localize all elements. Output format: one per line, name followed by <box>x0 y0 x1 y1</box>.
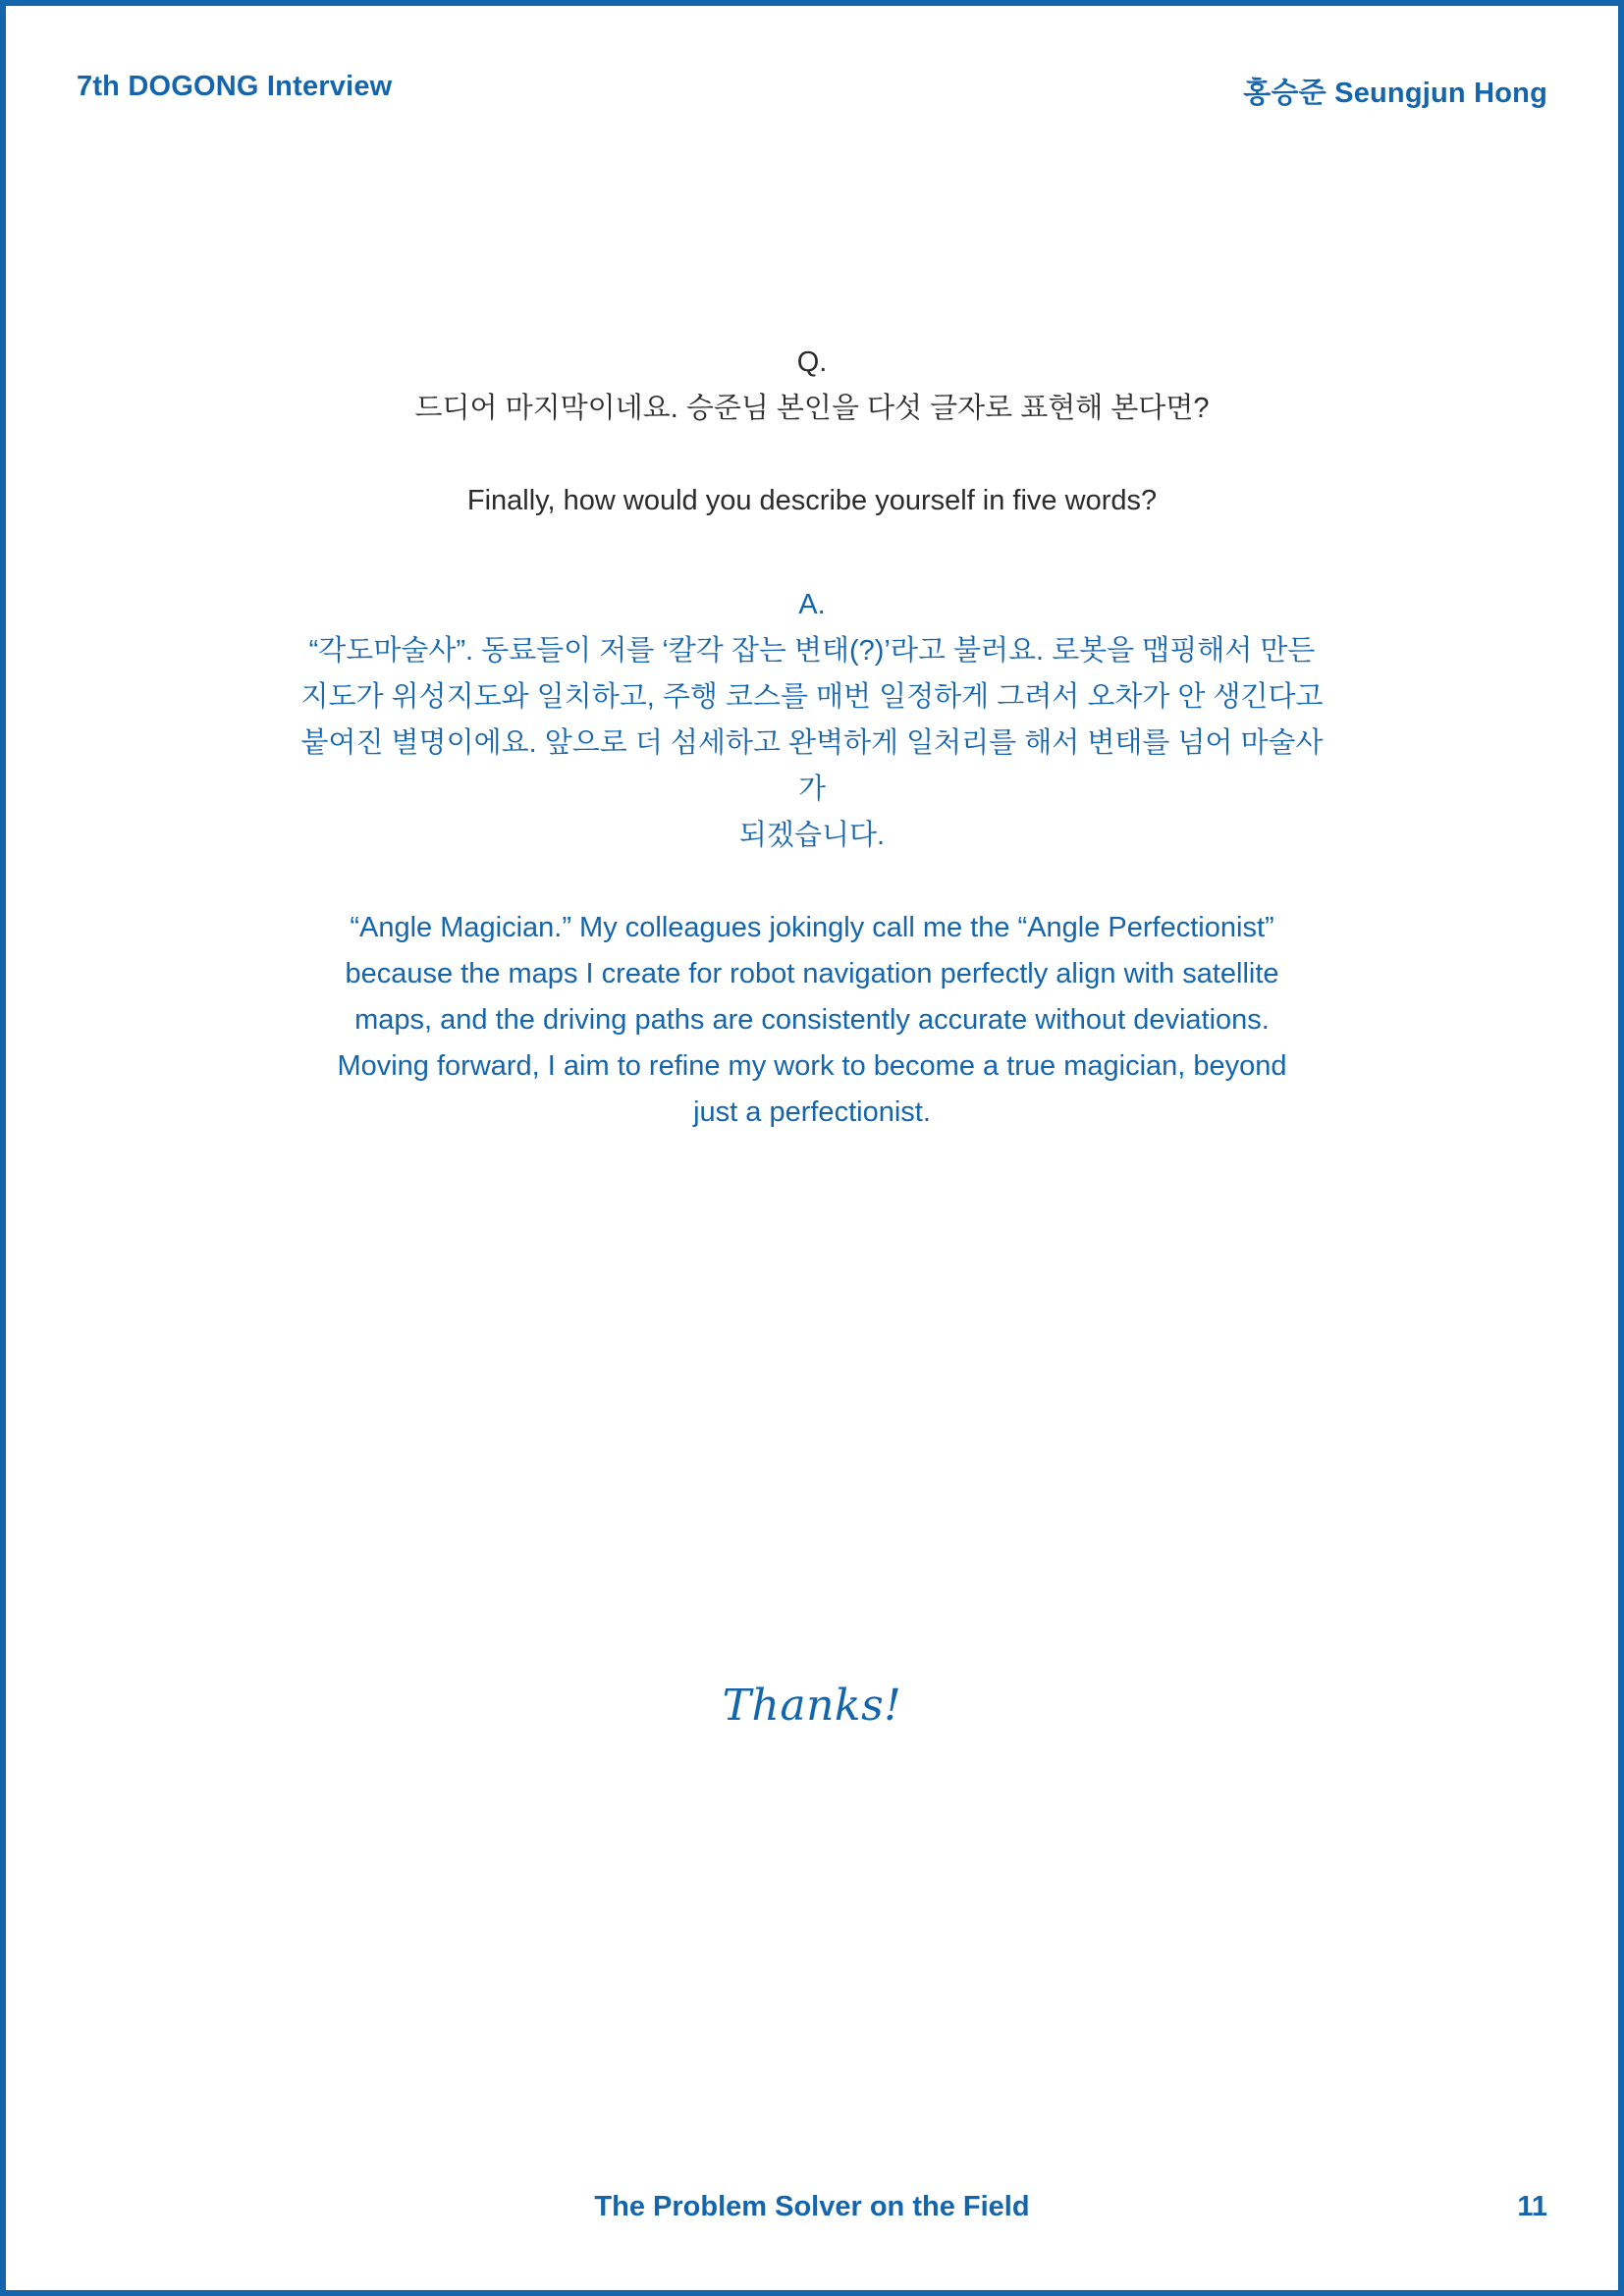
question-block <box>295 340 1329 524</box>
spacer <box>295 432 1329 478</box>
question-english: Finally, how would you describe yourself in five words? <box>466 485 1158 516</box>
header-series-title: 7th DOGONG Interview <box>77 71 393 102</box>
answer-block <box>295 582 1329 1136</box>
footer-title: The Problem Solver on the Field <box>594 2191 1030 2222</box>
answer-korean-line: 붙여진 별명이에요. 앞으로 더 섬세하고 완벽하게 일처리를 해서 변태를 넘어 마술사가 <box>300 727 1324 805</box>
spacer <box>295 859 1329 905</box>
answer-english-line: “Angle Magician.” My colleagues jokingly call me the “Angle Perfectionist” <box>350 912 1274 943</box>
answer-korean-line: 지도가 위성지도와 일치하고, 주행 코스를 매번 일정하게 그려서 오차가 안 생긴다고 <box>300 681 1324 713</box>
answer-korean-line: 되겠습니다. <box>738 820 886 851</box>
answer-english-line: because the maps I create for robot navigation perfectly align with satellite <box>345 958 1279 989</box>
answer-english-line: just a perfectionist. <box>693 1096 931 1128</box>
question-korean: 드디어 마지막이네요. 승준님 본인을 다섯 글자로 표현해 본다면? <box>414 393 1210 424</box>
question-label: Q. <box>796 347 828 378</box>
thanks-script: Thanks! <box>722 1681 902 1731</box>
answer-english-line: Moving forward, I aim to refine my work to become a true magician, beyond <box>337 1050 1287 1082</box>
answer-korean-line: “각도마술사”. 동료들이 저를 ‘칼각 잡는 변태(?)’라고 불러요. 로봇을 맵핑해서 만든 <box>308 635 1316 667</box>
answer-english-line: maps, and the driving paths are consistently accurate without deviations. <box>354 1004 1270 1036</box>
page-number: 11 <box>1517 2191 1547 2222</box>
header-interviewee-name: 홍승준 Seungjun Hong <box>1243 78 1547 109</box>
answer-label: A. <box>798 589 826 620</box>
